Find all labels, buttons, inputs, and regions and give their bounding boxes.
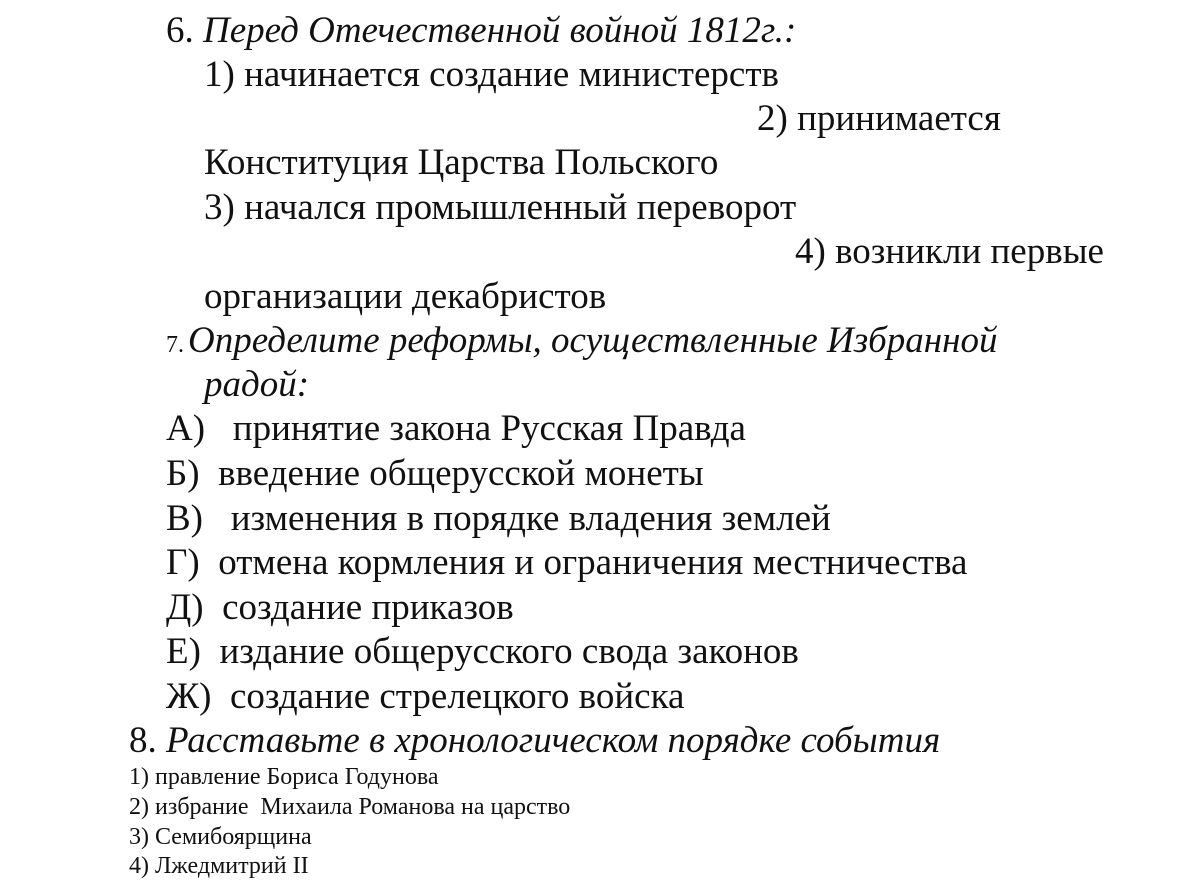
q7-option-text: создание стрелецкого войска <box>229 676 685 717</box>
q7-option-g <box>166 544 967 581</box>
q7-option-letter: Ж) <box>166 676 212 717</box>
q7-option-letter: Е) <box>166 631 201 672</box>
question-6-number: 6. <box>166 10 194 51</box>
q7-option-d <box>166 589 514 626</box>
q7-option-zh <box>166 678 684 715</box>
q6-option-1: 1) начинается создание министерств <box>204 54 779 95</box>
q7-option-letter: Д) <box>166 587 204 628</box>
q7-option-a <box>166 410 746 447</box>
question-7-heading <box>166 322 998 359</box>
q7-option-b <box>166 455 704 492</box>
question-8-number: 8. <box>129 720 157 761</box>
question-6-heading <box>166 12 796 49</box>
q7-option-text: отмена кормления и ограничения местничества <box>218 542 968 583</box>
q6-option-3: 3) начался промышленный переворот <box>204 187 797 228</box>
q6-option-2: 2) принимается <box>757 98 1001 139</box>
question-8-text: Расставьте в хронологическом порядке события <box>166 720 941 761</box>
q7-option-letter: В) <box>166 498 203 539</box>
q7-option-text: введение общерусской монеты <box>218 453 704 494</box>
question-8-heading <box>129 722 940 759</box>
question-7-text-line1: Определите реформы, осуществленные Избранной <box>188 320 998 361</box>
question-6-text: Перед Отечественной войной 1812г.: <box>203 10 797 51</box>
q7-option-letter: Б) <box>166 453 200 494</box>
q7-option-text: издание общерусского свода законов <box>219 631 799 672</box>
q8-option-2 <box>129 795 570 819</box>
q6-option-4: 4) возникли первые <box>795 231 1104 272</box>
q7-option-v <box>166 500 831 537</box>
q8-option-1: 1) правление Бориса Годунова <box>129 764 439 790</box>
q6-option-4-continued: организации декабристов <box>204 276 607 317</box>
q7-option-text: создание приказов <box>222 587 514 628</box>
q7-option-letter: А) <box>166 408 206 449</box>
question-7-number: 7. <box>166 332 184 358</box>
q8-option-4: 4) Лжедмитрий II <box>129 853 309 879</box>
q7-option-e <box>166 633 799 670</box>
q8-option-2-text: 2) избрание Михаила Романова на царство <box>129 794 571 820</box>
question-7-text-line2: радой: <box>204 364 310 405</box>
q6-option-2-continued: Конституция Царства Польского <box>204 142 719 183</box>
q7-option-text: принятие закона Русская Правда <box>232 408 746 449</box>
q8-option-3: 3) Семибоярщина <box>129 824 312 850</box>
q7-option-text: изменения в порядке владения землей <box>230 498 831 539</box>
q7-option-letter: Г) <box>166 542 200 583</box>
